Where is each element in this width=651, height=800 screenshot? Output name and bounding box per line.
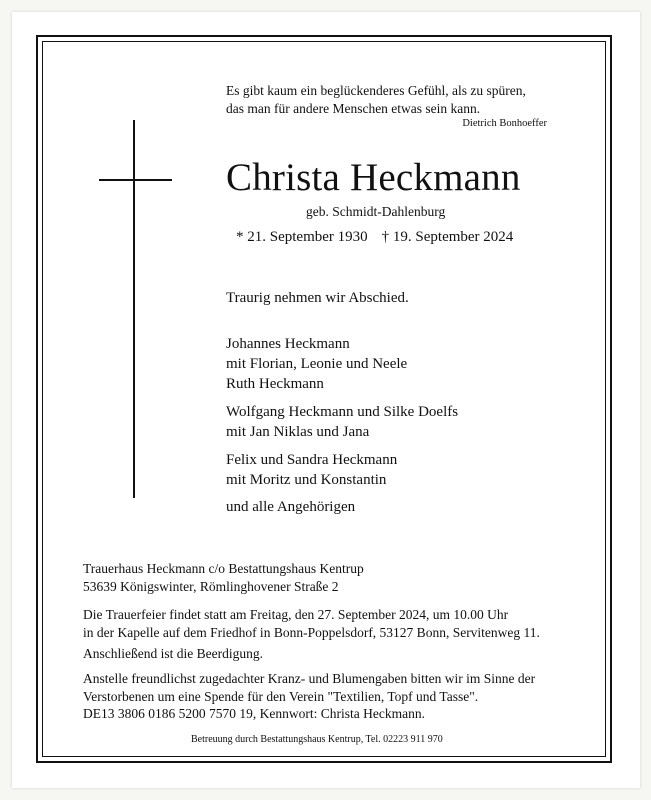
quote-line-1: Es gibt kaum ein beglückenderes Gefühl, als zu spüren, (226, 83, 526, 98)
mourner-line: und alle Angehörigen (226, 499, 356, 515)
donation-line: DE13 3806 0186 5200 7570 19, Kennwort: Christa Heckmann. (83, 706, 425, 721)
mourning-house-address (83, 560, 364, 595)
address-line: 53639 Königswinter, Römlinghovener Straße 2 (83, 578, 339, 594)
cross-icon-horizontal (99, 179, 172, 181)
ceremony-line: Die Trauerfeier findet statt am Freitag, den 27. September 2024, um 10.00 Uhr (83, 607, 509, 622)
mourner-line: mit Jan Niklas und Jana (226, 424, 370, 440)
mourner-line: Johannes Heckmann (226, 336, 350, 352)
quote-line-2: das man für andere Menschen etwas sein kann. (226, 101, 481, 116)
burial-info: Anschließend ist die Beerdigung. (83, 646, 263, 661)
funeral-home-footer: Betreuung durch Bestattungshaus Kentrup, Tel. 02223 911 970 (191, 734, 443, 745)
farewell-intro: Traurig nehmen wir Abschied. (226, 290, 409, 306)
ceremony-info (83, 606, 540, 641)
donation-line: Verstorbenen um eine Spende für den Verein "Textilien, Topf und Tasse". (83, 688, 479, 704)
birth-date: * 21. September 1930 (236, 229, 368, 245)
mourner-line: Felix und Sandra Heckmann (226, 452, 398, 468)
mourner-group (226, 497, 355, 517)
deceased-name: Christa Heckmann (226, 156, 521, 199)
mourner-line: mit Moritz und Konstantin (226, 472, 387, 488)
mourner-line: Ruth Heckmann (226, 376, 324, 392)
ceremony-line: in der Kapelle auf dem Friedhof in Bonn-Poppelsdorf, 53127 Bonn, Servitenweg 11. (83, 624, 540, 640)
mourner-group (226, 402, 458, 442)
donation-line: Anstelle freundlichst zugedachter Kranz- und Blumengaben bitten wir im Sinne der (83, 671, 536, 686)
mourner-group (226, 334, 407, 394)
donation-info (83, 670, 535, 723)
life-dates (236, 229, 513, 246)
mourner-line: mit Florian, Leonie und Neele (226, 356, 408, 372)
address-line: Trauerhaus Heckmann c/o Bestattungshaus Kentrup (83, 561, 364, 576)
quote-author: Dietrich Bonhoeffer (462, 118, 547, 129)
birth-name: geb. Schmidt-Dahlenburg (306, 204, 446, 219)
quote (226, 82, 526, 118)
cross-icon-vertical (133, 120, 135, 498)
mourner-line: Wolfgang Heckmann und Silke Doelfs (226, 404, 459, 420)
death-date: † 19. September 2024 (381, 229, 514, 245)
mourner-group (226, 450, 397, 490)
